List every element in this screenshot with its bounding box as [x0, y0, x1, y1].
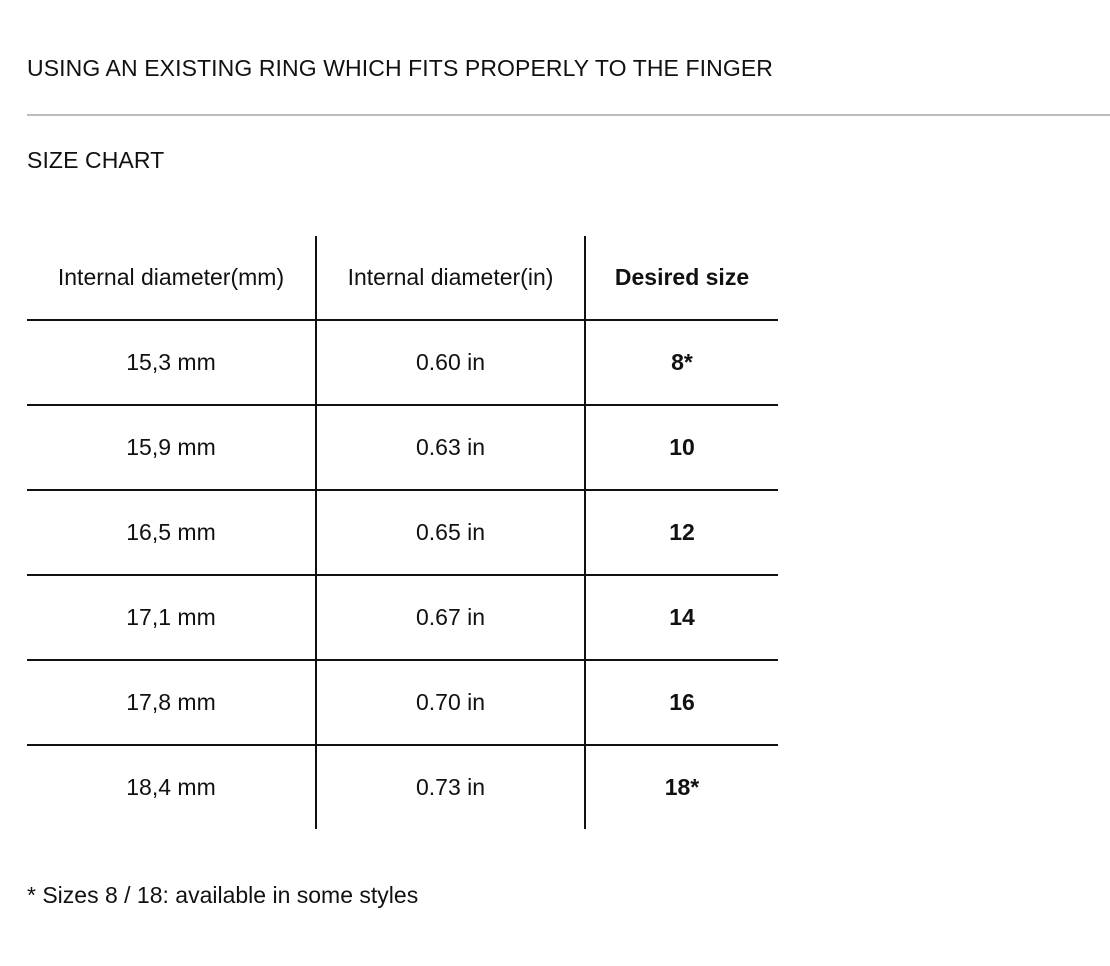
table-row	[27, 405, 778, 490]
table-row	[27, 745, 778, 829]
cell-diameter-mm: 18,4 mm	[27, 745, 316, 829]
size-chart-table	[27, 236, 778, 829]
header-diameter-in: Internal diameter(in)	[316, 236, 585, 320]
cell-diameter-mm: 16,5 mm	[27, 490, 316, 575]
table-row	[27, 660, 778, 745]
cell-diameter-mm: 15,3 mm	[27, 320, 316, 405]
cell-diameter-mm: 15,9 mm	[27, 405, 316, 490]
cell-diameter-in: 0.70 in	[316, 660, 585, 745]
cell-diameter-in: 0.65 in	[316, 490, 585, 575]
table-row	[27, 575, 778, 660]
cell-diameter-in: 0.73 in	[316, 745, 585, 829]
cell-diameter-in: 0.60 in	[316, 320, 585, 405]
cell-desired-size: 12	[585, 490, 778, 575]
cell-desired-size: 16	[585, 660, 778, 745]
cell-desired-size: 14	[585, 575, 778, 660]
cell-desired-size: 10	[585, 405, 778, 490]
cell-diameter-in: 0.63 in	[316, 405, 585, 490]
section-divider	[27, 114, 1110, 116]
cell-diameter-in: 0.67 in	[316, 575, 585, 660]
cell-desired-size: 18*	[585, 745, 778, 829]
header-desired-size: Desired size	[585, 236, 778, 320]
table-row	[27, 490, 778, 575]
cell-desired-size: 8*	[585, 320, 778, 405]
chart-title: SIZE CHART	[27, 147, 165, 173]
availability-footnote: * Sizes 8 / 18: available in some styles	[27, 882, 419, 908]
cell-diameter-mm: 17,8 mm	[27, 660, 316, 745]
cell-diameter-mm: 17,1 mm	[27, 575, 316, 660]
method-title: USING AN EXISTING RING WHICH FITS PROPERLY TO THE FINGER	[27, 55, 773, 81]
header-diameter-mm: Internal diameter(mm)	[57, 264, 285, 290]
table-header-row	[27, 236, 778, 320]
table-row	[27, 320, 778, 405]
